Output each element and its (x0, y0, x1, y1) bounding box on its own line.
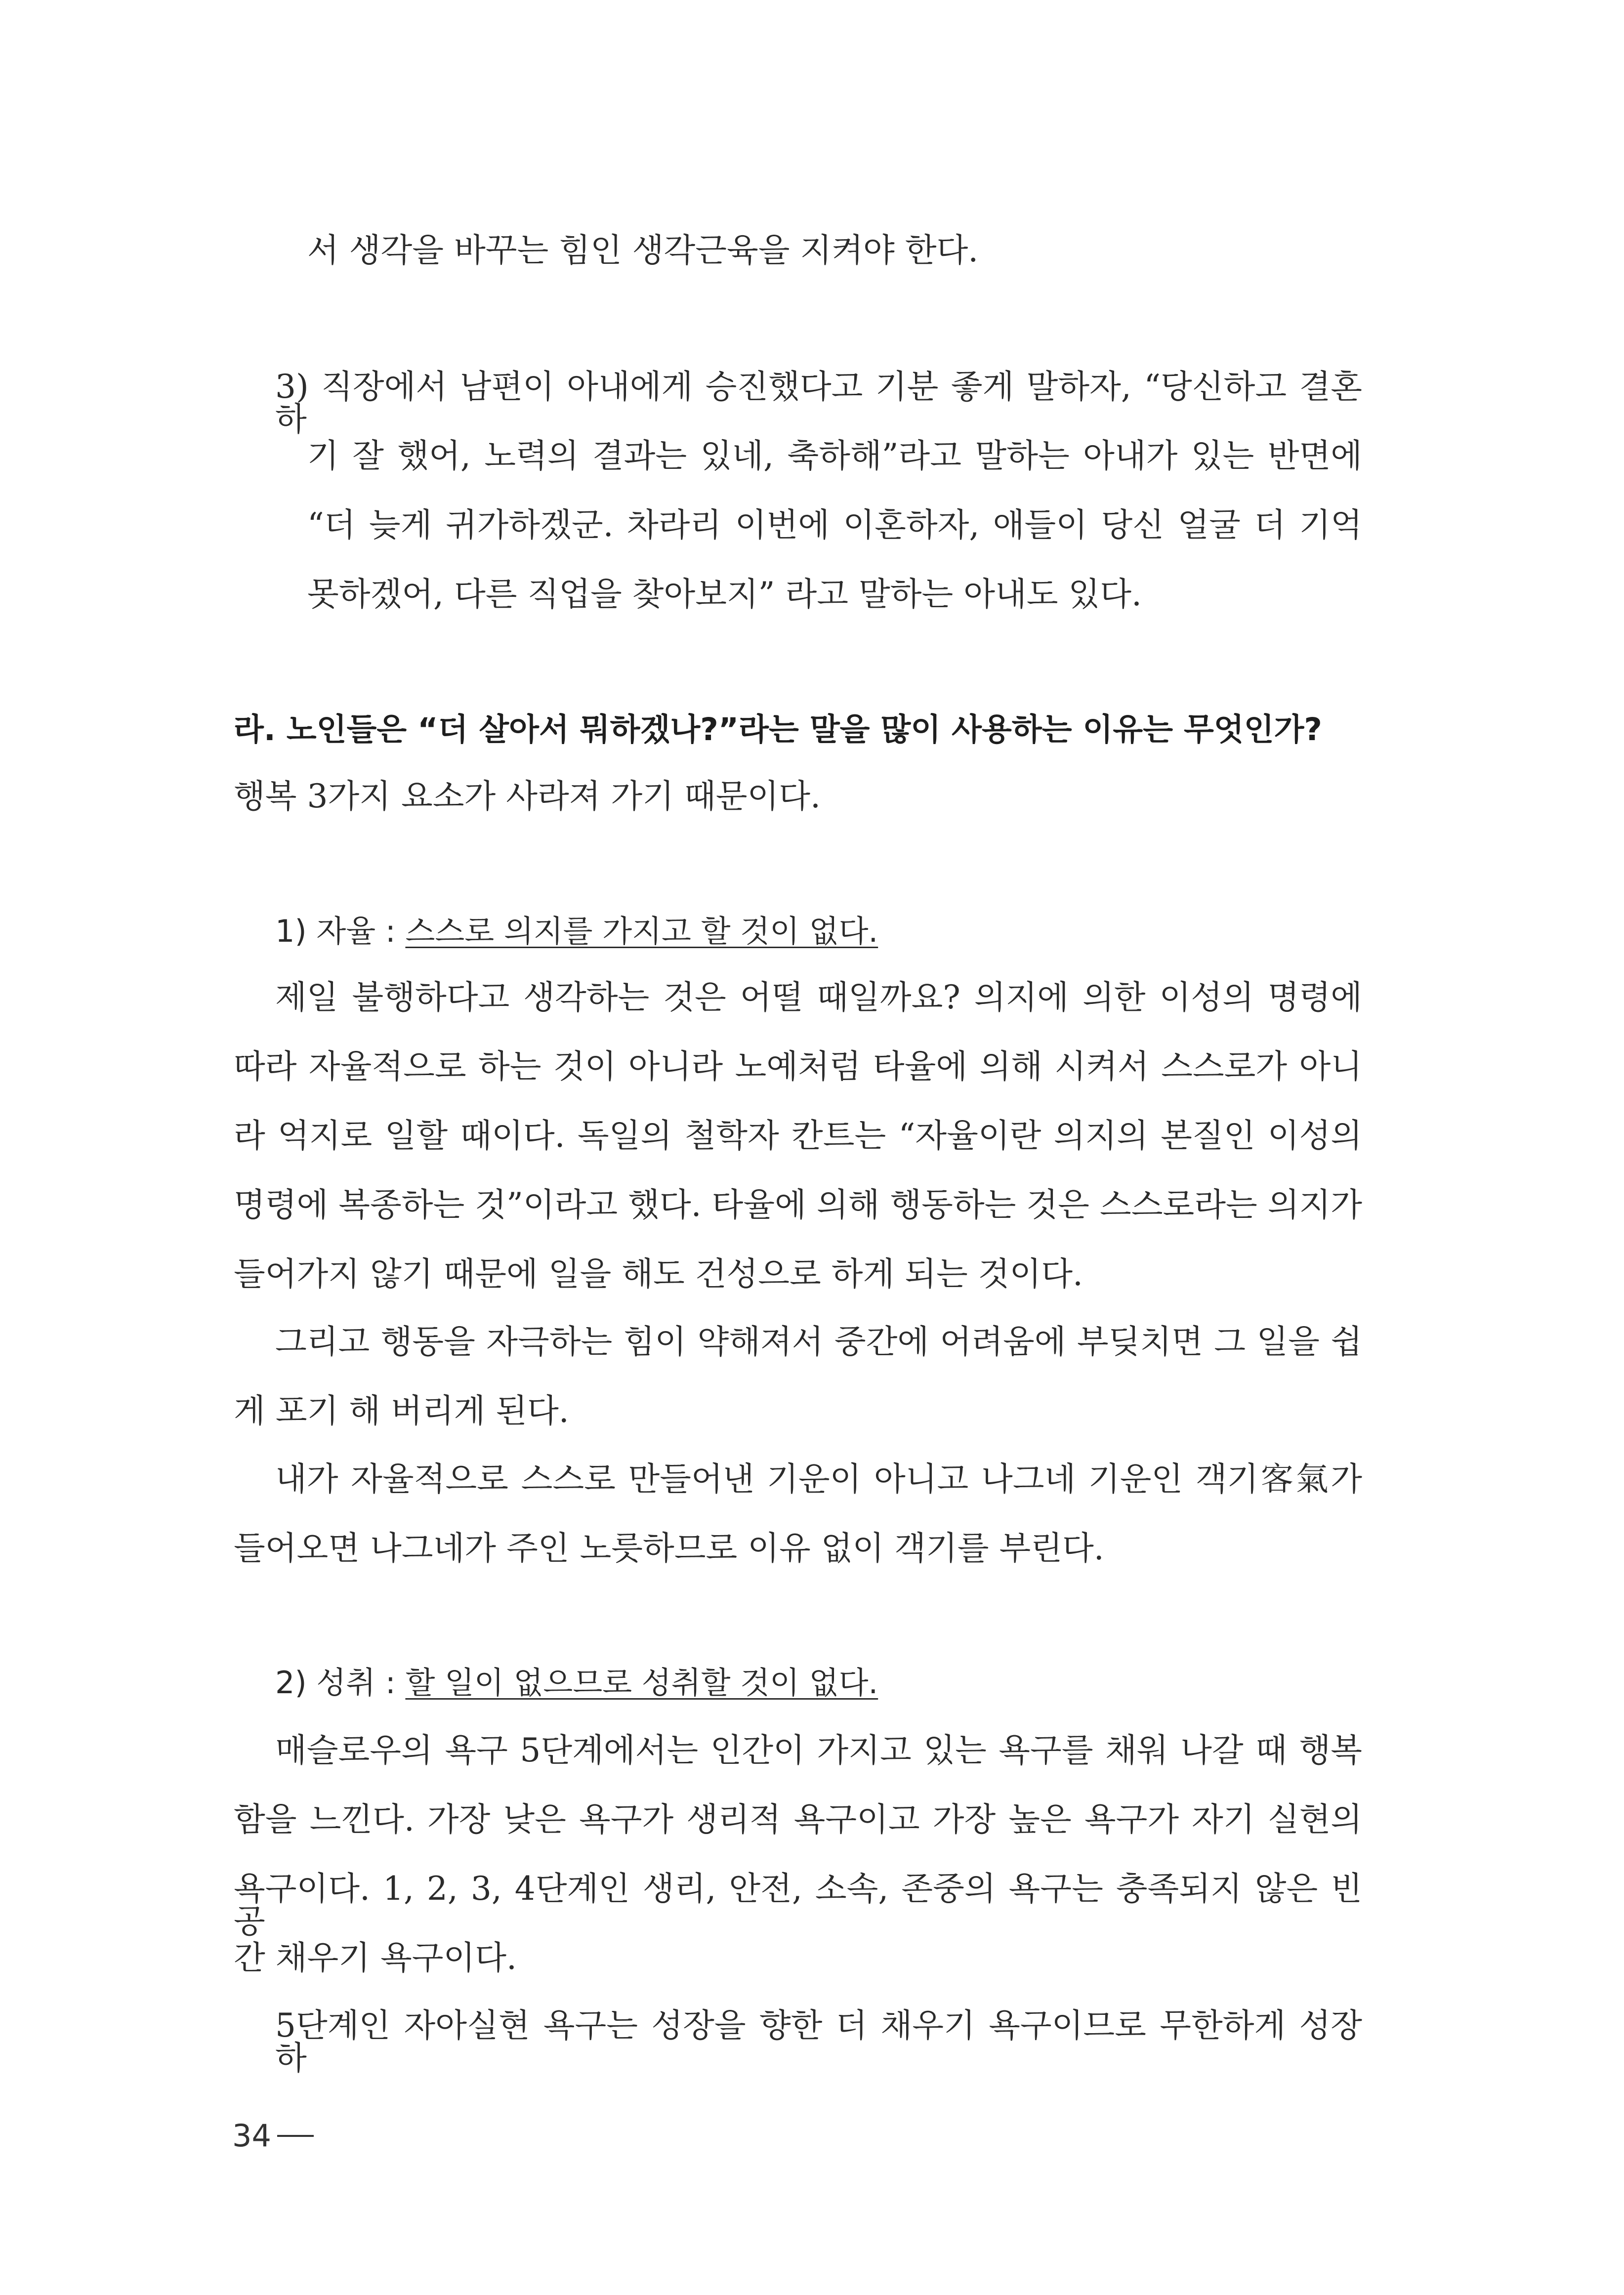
paragraph-line: 게 포기 해 버리게 된다. (234, 1392, 569, 1430)
list-item-3-line: “더 늦게 귀가하겠군. 차라리 이번에 이혼하자, 애들이 당신 얼굴 더 기억 (307, 506, 1362, 544)
page-number-text: 34 (232, 2118, 271, 2154)
paragraph-line: 5단계인 자아실현 욕구는 성장을 향한 더 채우기 욕구이므로 무한하게 성장하 (275, 2006, 1362, 2077)
list-item-3-line: 못하겠어, 다른 직업을 찾아보지” 라고 말하는 아내도 있다. (307, 575, 1142, 613)
paragraph-line: 명령에 복종하는 것”이라고 했다. 타율에 의해 행동하는 것은 스스로라는 의지가 (234, 1186, 1362, 1224)
paragraph-line: 간 채우기 욕구이다. (234, 1939, 517, 1977)
text-line: 서 생각을 바꾸는 힘인 생각근육을 지켜야 한다. (307, 231, 979, 269)
section-heading: 라. 노인들은 “더 살아서 뭐하겠나?”라는 말을 많이 사용하는 이유는 무엇인가? (234, 711, 1322, 748)
paragraph-line: 들어오면 나그네가 주인 노릇하므로 이유 없이 객기를 부린다. (234, 1529, 1104, 1567)
paragraph-line: 욕구이다. 1, 2, 3, 4단계인 생리, 안전, 소속, 존중의 욕구는 충족되지 않은 빈 공 (234, 1870, 1362, 1940)
list-item-3-line: 3) 직장에서 남편이 아내에게 승진했다고 기분 좋게 말하자, “당신하고 결혼하 (275, 368, 1362, 438)
paragraph-line: 함을 느낀다. 가장 낮은 욕구가 생리적 욕구이고 가장 높은 욕구가 자기 실현의 (234, 1800, 1362, 1838)
page-number (232, 2118, 314, 2154)
paragraph-line: 매슬로우의 욕구 5단계에서는 인간이 가지고 있는 욕구를 채워 나갈 때 행복 (275, 1731, 1362, 1769)
page-number-rule (277, 2135, 314, 2137)
subsection-underlined-text: 스스로 의지를 가지고 할 것이 없다. (405, 913, 878, 949)
list-item-3-line: 기 잘 했어, 노력의 결과는 있네, 축하해”라고 말하는 아내가 있는 반면에 (307, 437, 1362, 475)
subsection-underlined-text: 할 일이 없으므로 성취할 것이 없다. (405, 1665, 878, 1701)
subsection-title-autonomy (275, 913, 878, 949)
subsection-prefix: 2) 성취 : (275, 1665, 406, 1701)
paragraph-line: 내가 자율적으로 스스로 만들어낸 기운이 아니고 나그네 기운인 객기客氣가 (275, 1460, 1362, 1498)
subsection-prefix: 1) 자율 : (275, 913, 406, 949)
paragraph-line: 라 억지로 일할 때이다. 독일의 철학자 칸트는 “자율이란 의지의 본질인 이성의 (234, 1117, 1362, 1155)
section-answer: 행복 3가지 요소가 사라져 가기 때문이다. (234, 777, 821, 815)
paragraph-line: 따라 자율적으로 하는 것이 아니라 노예처럼 타율에 의해 시켜서 스스로가 아니 (234, 1047, 1362, 1085)
subsection-title-achievement (275, 1665, 878, 1701)
paragraph-line: 들어가지 않기 때문에 일을 해도 건성으로 하게 되는 것이다. (234, 1255, 1083, 1293)
paragraph-line: 그리고 행동을 자극하는 힘이 약해져서 중간에 어려움에 부딪치면 그 일을 쉽 (275, 1323, 1362, 1361)
paragraph-line: 제일 불행하다고 생각하는 것은 어떨 때일까요? 의지에 의한 이성의 명령에 (275, 978, 1362, 1016)
